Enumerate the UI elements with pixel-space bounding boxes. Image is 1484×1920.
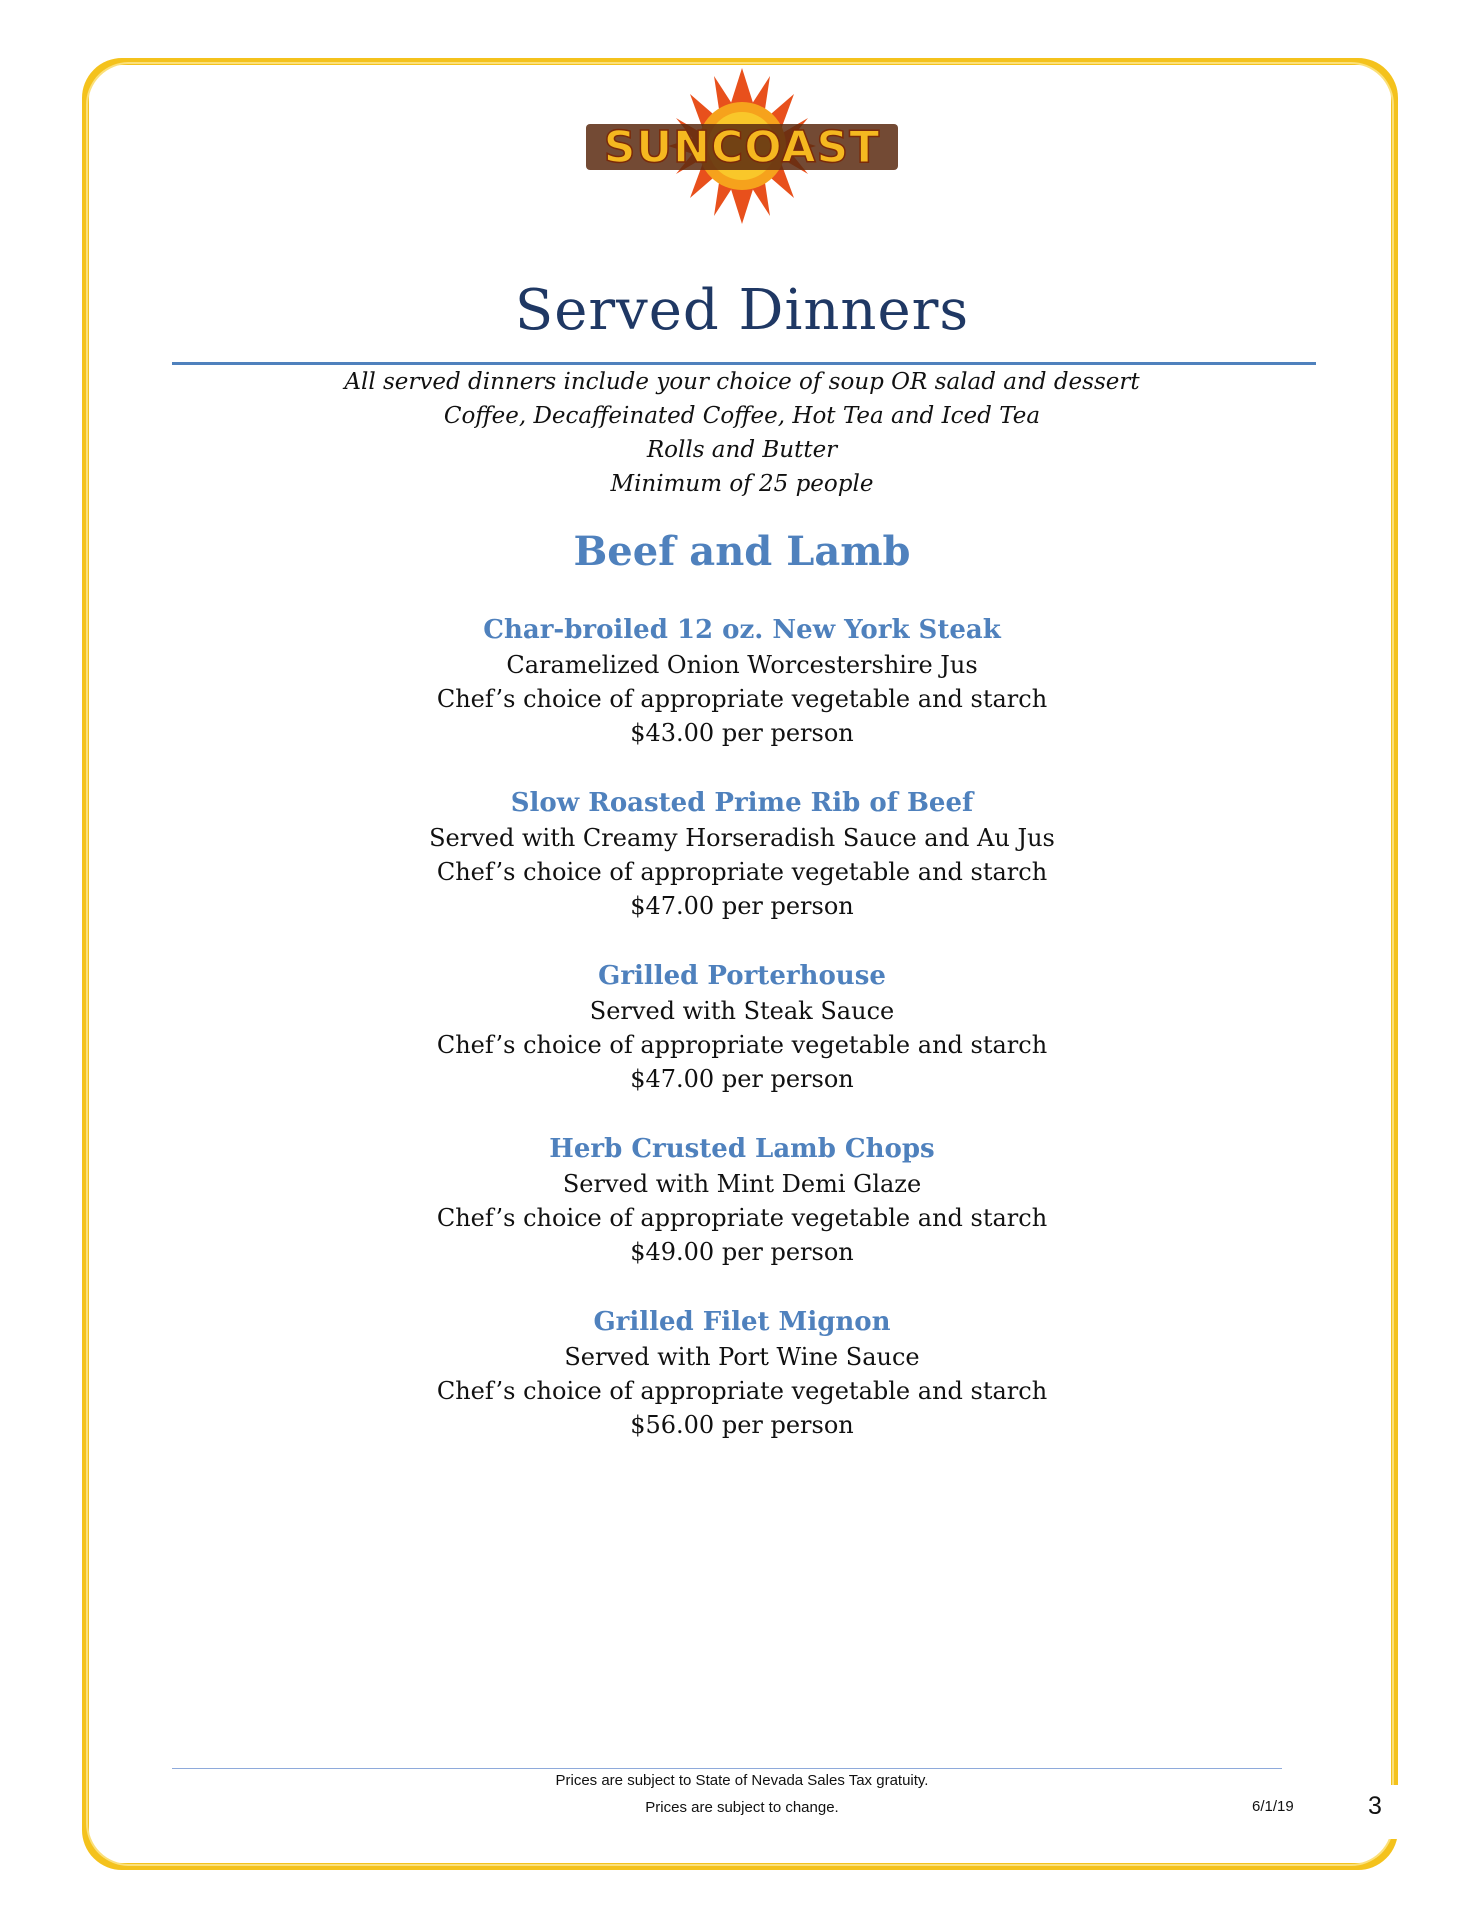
menu-item-name: Herb Crusted Lamb Chops: [549, 1134, 935, 1164]
menu-item-description: Caramelized Onion Worcestershire Jus: [506, 651, 978, 679]
menu-item-price: $56.00 per person: [630, 1411, 854, 1439]
intro-line: Minimum of 25 people: [610, 471, 874, 497]
menu-item-name: Grilled Filet Mignon: [593, 1307, 891, 1337]
footer-date: 6/1/19: [1252, 1798, 1294, 1815]
intro-line: Coffee, Decaffeinated Coffee, Hot Tea and Iced Tea: [443, 403, 1041, 429]
menu-item: [0, 1131, 1484, 1304]
menu-item: [0, 1304, 1484, 1477]
menu-item-price: $47.00 per person: [630, 1065, 854, 1093]
intro-line: Rolls and Butter: [646, 437, 838, 463]
menu-item-side: Chef’s choice of appropriate vegetable and starch: [436, 1377, 1048, 1405]
menu-item-price: $43.00 per person: [630, 719, 854, 747]
intro-line: All served dinners include your choice of soup OR salad and dessert: [344, 369, 1140, 395]
menu-item-side: Chef’s choice of appropriate vegetable and starch: [436, 1031, 1048, 1059]
menu-item-description: Served with Steak Sauce: [589, 997, 895, 1025]
menu-item: [0, 958, 1484, 1131]
menu-item-side: Chef’s choice of appropriate vegetable and starch: [436, 858, 1048, 886]
menu-item-price: $49.00 per person: [630, 1238, 854, 1266]
footer-tax-note: Prices are subject to State of Nevada Sales Tax gratuity.: [555, 1772, 929, 1789]
menu-item-name: Grilled Porterhouse: [598, 961, 886, 991]
menu-item-description: Served with Port Wine Sauce: [564, 1343, 920, 1371]
logo-text: SUNCOAST: [603, 122, 881, 173]
page-title: Served Dinners: [514, 278, 970, 343]
menu-item-side: Chef’s choice of appropriate vegetable and starch: [436, 685, 1048, 713]
menu-item-description: Served with Mint Demi Glaze: [562, 1170, 922, 1198]
suncoast-logo: [582, 66, 902, 226]
intro-block: [0, 365, 1484, 501]
menu-item-price: $47.00 per person: [630, 892, 854, 920]
menu-list: [0, 612, 1484, 1477]
menu-item-name: Slow Roasted Prime Rib of Beef: [510, 788, 974, 818]
menu-item-name: Char-broiled 12 oz. New York Steak: [483, 615, 1001, 645]
page-number: 3: [1368, 1792, 1382, 1820]
menu-item: [0, 785, 1484, 958]
menu-item: [0, 612, 1484, 785]
footer-divider: [172, 1768, 1282, 1769]
menu-item-side: Chef’s choice of appropriate vegetable and starch: [436, 1204, 1048, 1232]
menu-item-description: Served with Creamy Horseradish Sauce and Au Jus: [429, 824, 1055, 852]
section-heading: Beef and Lamb: [573, 528, 911, 575]
footer-change-note: Prices are subject to change.: [645, 1799, 839, 1816]
